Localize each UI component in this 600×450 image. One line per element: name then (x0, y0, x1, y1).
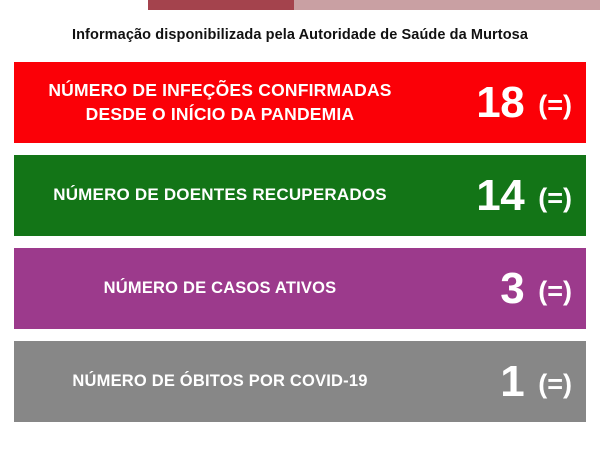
stat-label: NÚMERO DE INFEÇÕES CONFIRMADAS DESDE O INÍCIO DA PANDEMIA (48, 80, 392, 124)
stat-value-group (422, 77, 572, 127)
stat-row-recovered (14, 155, 586, 236)
statistics-list (14, 62, 586, 422)
stat-trend-indicator: (=) (538, 90, 572, 120)
stat-value: 14 (476, 170, 525, 220)
top-bar-segment-dark-rose (148, 0, 294, 10)
stat-trend-indicator: (=) (538, 369, 572, 399)
page-title: Informação disponibilizada pela Autoridade de Saúde da Murtosa (71, 27, 529, 43)
stat-label: NÚMERO DE CASOS ATIVOS (103, 278, 337, 297)
stat-trend-indicator: (=) (538, 183, 572, 213)
stat-value: 1 (500, 356, 525, 406)
decorative-top-bar (0, 0, 600, 12)
stat-trend-indicator: (=) (538, 276, 572, 306)
stat-row-active-cases (14, 248, 586, 329)
stat-value-group (422, 170, 572, 220)
stat-value-group (422, 356, 572, 406)
stat-label: NÚMERO DE DOENTES RECUPERADOS (53, 185, 387, 205)
stat-label: NÚMERO DE ÓBITOS POR COVID-19 (72, 371, 368, 390)
stat-value: 18 (476, 77, 525, 127)
stat-row-deaths (14, 341, 586, 422)
stat-value: 3 (500, 263, 525, 313)
stat-value-group (422, 263, 572, 313)
top-bar-segment-light-rose (294, 0, 600, 10)
stat-row-confirmed-cases (14, 62, 586, 143)
top-bar-segment-white (0, 0, 148, 10)
